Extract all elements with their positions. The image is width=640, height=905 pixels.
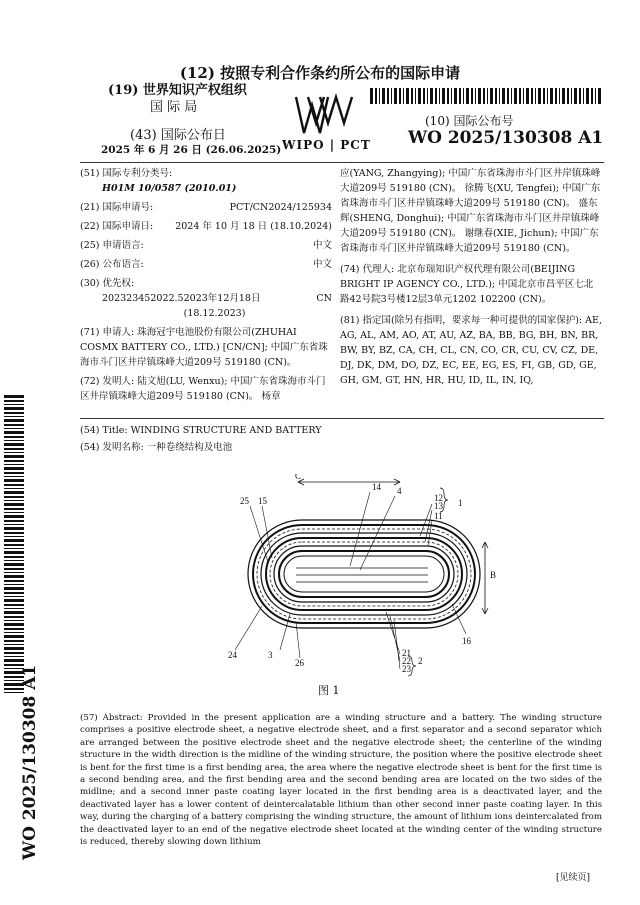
barcode-top-icon	[370, 88, 602, 104]
winding-structure-figure	[200, 474, 510, 694]
biblio-divider	[80, 418, 604, 419]
applicant: (71) 申请人: 珠海冠宇电池股份有限公司(ZHUHAI COSMX BATTERY CO., LTD.) [CN/CN]; 中国广东省珠海市斗门区井岸镇珠峰大道209号 519180 (CN)。	[80, 327, 328, 368]
abstract: (57) Abstract: Provided in the present application are a winding structure and a battery. The winding structure comprises a positive electrode sheet, a negative electrode sheet, and a first separator and a second separator which are arranged between the positive electrode sheet and the negative electrode sheet; the centerline of the winding structure in the width direction is the midline of the winding structure, the position where the positive electrode sheet is bent for the first time is a first bending area, the area where the negative electrode sheet is bent for the first time is a second bending area, and the first bending area and the second bending area are located on the two sides of the midline; and a second inner paste coating layer located in the first bending area is a deactivated layer, and the deactivated layer has a lower content of deintercalatable lithium than other second inner paste coating layer. In this way, during the charging of a battery comprising the winding structure, the amount of lithium ions deintercalated from the deactivated layer to an end of the negative electrode sheet located at the winding center of the winding structure is reduced, thereby slowing down lithium	[80, 713, 602, 848]
wipo-pct-text: WIPO | PCT	[282, 138, 371, 152]
title-english: (54) Title: WINDING STRUCTURE AND BATTERY	[80, 425, 322, 436]
ipc-value: H01M 10/0587 (2010.01)	[102, 183, 237, 194]
header-divider	[80, 162, 604, 163]
filing-date: 2024 年 10 月 18 日 (18.10.2024)	[175, 221, 332, 232]
document-title: (12) 按照专利合作条约所公布的国际申请	[179, 64, 461, 82]
figure-reference-label: 16	[462, 636, 471, 646]
figure-reference-label: 3	[268, 650, 273, 660]
figure-reference-label: 21	[402, 648, 411, 658]
priority-label: (30) 优先权:	[80, 278, 135, 289]
figure-reference-label: 2	[418, 656, 423, 666]
continued-marker: [见续页]	[556, 873, 591, 883]
figure-reference-label: 23	[402, 664, 411, 674]
figure-caption: 图 1	[318, 684, 340, 697]
filing-date-label: (22) 国际申请日:	[80, 221, 154, 232]
figure-reference-label: 12	[434, 493, 443, 503]
application-number: PCT/CN2024/125934	[229, 202, 332, 213]
publication-number-label: (10) 国际公布号	[425, 114, 514, 128]
figure-reference-label: 1	[458, 498, 463, 508]
priority-country: CN	[316, 293, 332, 304]
organization-bureau: 国 际 局	[150, 100, 198, 115]
figure-reference-label: 26	[295, 658, 304, 668]
publication-date: 2025 年 6 月 26 日 (26.06.2025)	[101, 144, 282, 156]
agent: (74) 代理人: 北京布瑞知识产权代理有限公司(BEIJING BRIGHT IP AGENCY CO., LTD.); 中国北京市昌平区七北路42号院3号楼12层3单元1202 102200 (CN)。	[340, 264, 594, 305]
inventors: (72) 发明人: 陆文旭(LU, Wenxu); 中国广东省珠海市斗门区井岸镇珠峰大道209号 519180 (CN)。 杨章	[80, 376, 326, 402]
title-chinese: (54) 发明名称: 一种卷绕结构及电池	[80, 442, 233, 453]
figure-reference-label: 4	[397, 486, 402, 496]
application-number-label: (21) 国际申请号:	[80, 202, 154, 213]
publication-date-label: (43) 国际公布日	[130, 128, 226, 143]
side-barcode-icon	[4, 395, 24, 695]
figure-reference-label: 25	[240, 496, 249, 506]
priority-number: 202323452022.5	[102, 293, 184, 304]
publication-number: WO 2025/130308 A1	[408, 128, 604, 148]
organization-name: (19) 世界知识产权组织	[108, 83, 247, 98]
inventors-continued: 应(YANG, Zhangying); 中国广东省珠海市斗门区井岸镇珠峰大道209号 519180 (CN)。 徐腾飞(XU, Tengfei); 中国广东省珠海市斗门区井岸镇珠峰大道209号 519180 (CN)。 盛东辉(SHENG, Donghui); 中国广东省珠海市斗门区井岸镇珠峰大道209号 519180 (CN)。 谢继春(XIE, Jichun); 中国广东省珠海市斗门区井岸镇珠峰大道209号 519180 (CN)。	[340, 168, 601, 254]
publication-language-label: (26) 公布语言:	[80, 259, 144, 270]
figure-reference-label: 15	[258, 496, 267, 506]
figure-reference-label: 13	[434, 501, 443, 511]
organization-block	[108, 82, 258, 116]
designated-states: (81) 指定国(除另有指明，要求每一种可提供的国家保护): AE, AG, AL, AM, AO, AT, AU, AZ, BA, BB, BG, BH, BN, BR, BW, BY, BZ, CA, CH, CL, CN, CO, CR, CU, CV, CZ, DE, DJ, DK, DM, DO, DZ, EC, EE, EG, ES, FI, GB, GD, GE, GH, GM, GT, HN, HR, HU, ID, IL, IN, IQ,	[340, 315, 602, 386]
figure-reference-label: 24	[228, 650, 237, 660]
filing-language: 中文	[312, 240, 332, 251]
filing-language-label: (25) 申请语言:	[80, 240, 144, 251]
figure-reference-label: 14	[372, 482, 381, 492]
figure-reference-label: 22	[402, 656, 411, 666]
priority-date: 2023年12月18日 (18.12.2023)	[183, 293, 261, 319]
biblio-left-column	[80, 166, 332, 404]
figure-reference-label: C	[295, 474, 302, 481]
side-publication-number: WO 2025/130308 A1	[20, 664, 40, 860]
publication-language: 中文	[312, 259, 332, 270]
figure-reference-label: B	[490, 570, 497, 580]
ipc-label: (51) 国际专利分类号:	[80, 168, 173, 179]
wipo-logo-icon	[290, 93, 360, 137]
biblio-right-column	[340, 166, 602, 388]
figure-reference-label: 11	[434, 511, 443, 521]
